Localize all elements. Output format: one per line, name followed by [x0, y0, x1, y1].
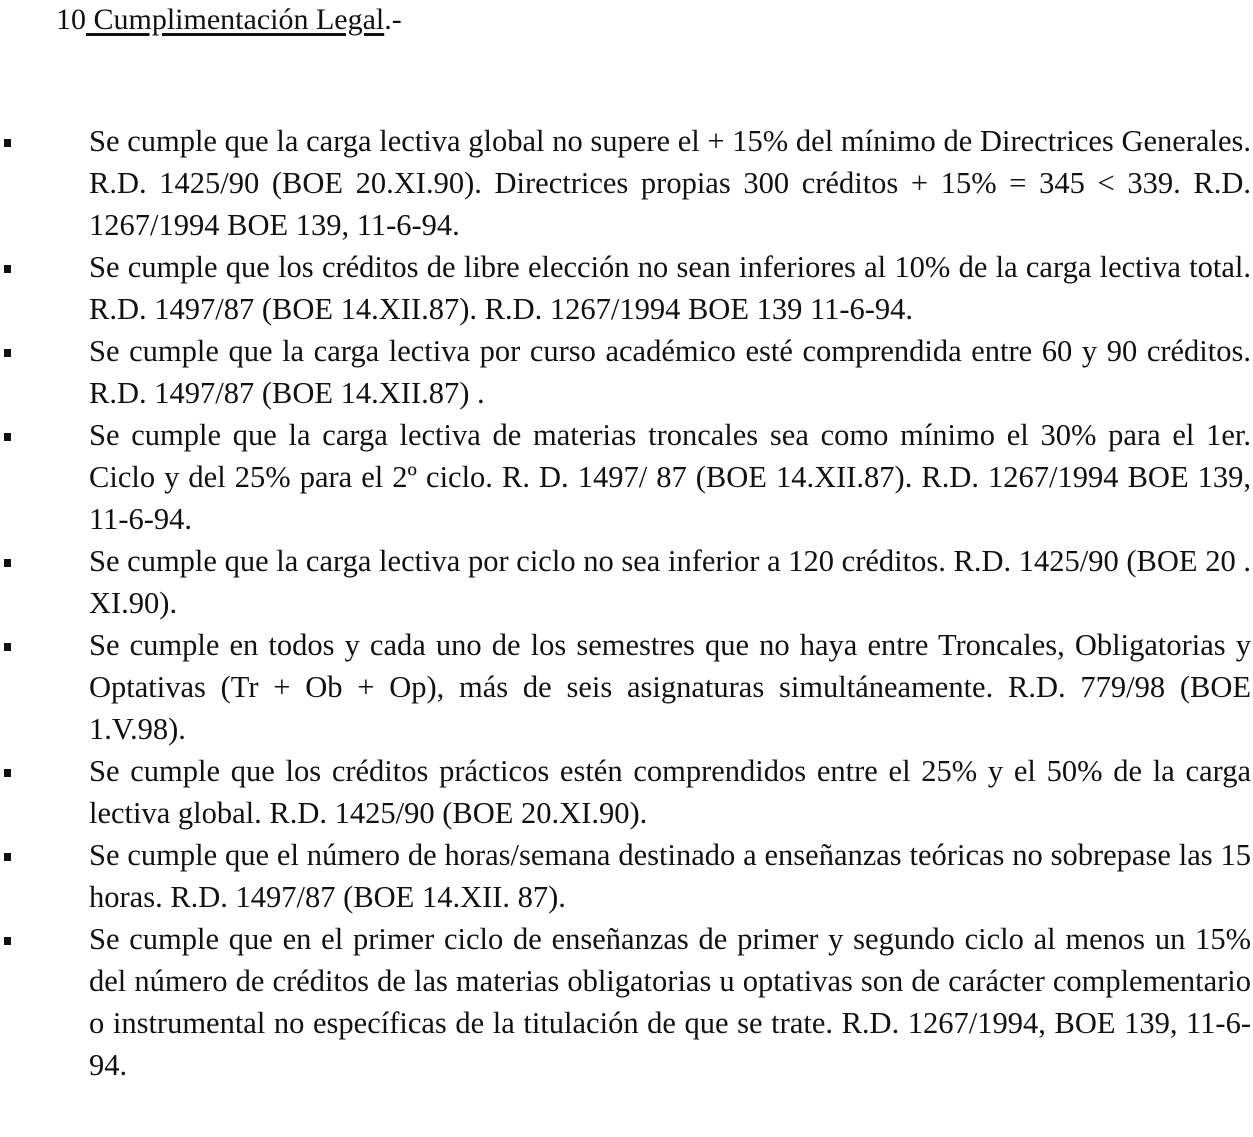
bullet-icon — [4, 769, 11, 777]
bullet-icon — [4, 853, 11, 861]
bullet-icon — [4, 265, 11, 273]
section-heading — [56, 0, 402, 40]
list-item-text: Se cumple en todos y cada uno de los semestres que no haya entre Troncales, Obligatorias y Optativas (Tr + Ob + Op), más de seis asignaturas simultáneamente. R.D. 779/98 (BOE 1.V.98). — [89, 628, 1251, 746]
list-item — [0, 918, 1253, 1086]
bullet-icon — [4, 937, 11, 945]
list-item-text: Se cumple que la carga lectiva por ciclo no sea inferior a 120 créditos. R.D. 1425/90 (BOE 20 . XI.90). — [89, 544, 1251, 620]
list-item — [0, 624, 1253, 750]
bullet-icon — [4, 559, 11, 567]
section-title: Cumplimentación Legal — [86, 3, 385, 36]
list-item-text: Se cumple que los créditos de libre elección no sean inferiores al 10% de la carga lectiva total. R.D. 1497/87 (BOE 14.XII.87). R.D. 1267/1994 BOE 139 11-6-94. — [89, 250, 1251, 326]
list-item — [0, 414, 1253, 540]
bullet-icon — [4, 139, 11, 147]
list-item-text: Se cumple que la carga lectiva por curso académico esté comprendida entre 60 y 90 créditos. R.D. 1497/87 (BOE 14.XII.87) . — [89, 334, 1251, 410]
bullet-icon — [4, 643, 11, 651]
list-item-text: Se cumple que la carga lectiva global no supere el + 15% del mínimo de Directrices Generales. R.D. 1425/90 (BOE 20.XI.90). Directrices propias 300 créditos + 15% = 345 < 339. R.D. 1267/1994 BOE 139, 11-6-94. — [89, 124, 1251, 242]
list-item — [0, 120, 1253, 246]
list-item-text: Se cumple que en el primer ciclo de enseñanzas de primer y segundo ciclo al menos un 15% del número de créditos de las materias obligatorias u optativas son de carácter complementario o instrumental no específicas de la titulación de que se trate. R.D. 1267/1994, BOE 139, 11-6-94. — [89, 922, 1251, 1082]
compliance-list — [0, 120, 1253, 1086]
section-title-suffix: .- — [384, 3, 402, 36]
section-number: 10 — [56, 3, 86, 36]
bullet-icon — [4, 349, 11, 357]
list-item — [0, 540, 1253, 624]
list-item-text: Se cumple que los créditos prácticos estén comprendidos entre el 25% y el 50% de la carga lectiva global. R.D. 1425/90 (BOE 20.XI.90). — [89, 754, 1251, 830]
list-item — [0, 750, 1253, 834]
list-item — [0, 834, 1253, 918]
list-item-text: Se cumple que el número de horas/semana destinado a enseñanzas teóricas no sobrepase las 15 horas. R.D. 1497/87 (BOE 14.XII. 87). — [89, 838, 1251, 914]
list-item — [0, 330, 1253, 414]
list-item — [0, 246, 1253, 330]
bullet-icon — [4, 433, 11, 441]
list-item-text: Se cumple que la carga lectiva de materias troncales sea como mínimo el 30% para el 1er. Ciclo y del 25% para el 2º ciclo. R. D. 1497/ 87 (BOE 14.XII.87). R.D. 1267/1994 BOE 139, 11-6-94. — [89, 418, 1251, 536]
